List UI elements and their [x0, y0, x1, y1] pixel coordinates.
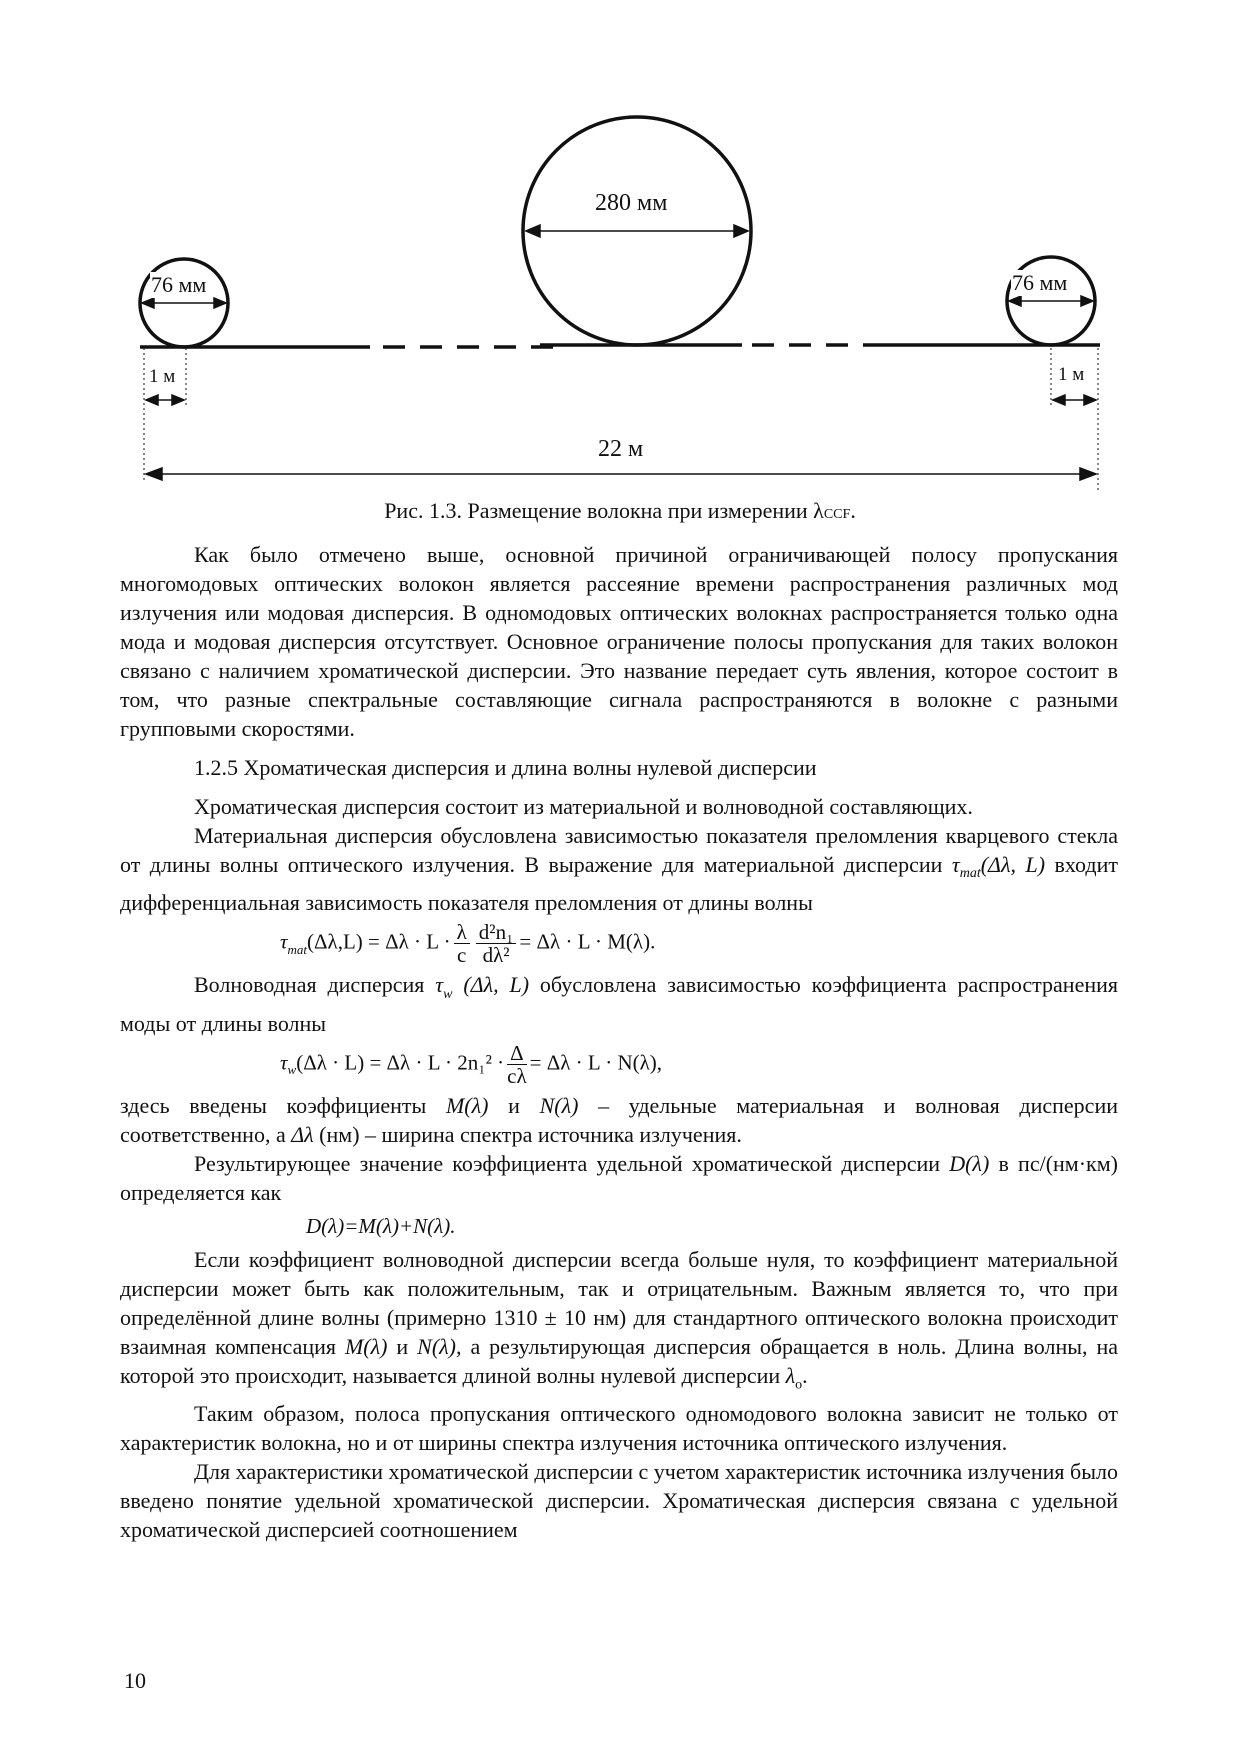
label-right-offset: 1 м: [1058, 364, 1085, 385]
p7-text-a: Если коэффициент волноводной дисперсии всегда больше нуля, то коэффициент материальной дисперсии может быть как положительным, так и отрицательным. Важным является то, что при определённой длине волны (примерно 1310 ± 10 нм) для стандартного оптического волокна происходит взаимная компенсация: [120, 1246, 1118, 1359]
eq2-frac: [507, 1042, 527, 1087]
fiber-placement-figure: [0, 0, 1240, 500]
p3-text-a: Материальная дисперсия обусловлена зависимостью показателя преломления кварцевого стекла от длины волны оптического излучения. В выражение для материальной дисперсии: [120, 823, 1118, 877]
eq1-frac2: [476, 921, 517, 966]
caption-text: Рис. 1.3. Размещение волокна при измерении λ: [384, 498, 824, 523]
paragraph-3: [120, 821, 1118, 917]
p7-lambda-sub: o: [795, 1377, 803, 1393]
section-heading: 1.2.5 Хроматическая дисперсия и длина волны нулевой дисперсии: [194, 755, 817, 780]
p5-text-b: – удельные материальная и волновая дисперсии соответственно, а: [120, 1092, 1118, 1147]
p3-text-b: входит дифференциальная зависимость показателя преломления от длины волны: [120, 852, 1118, 916]
p5-text-a: здесь введены коэффициенты: [120, 1092, 446, 1118]
p7-lambda: λ: [785, 1362, 796, 1388]
p6-text-a: Результирующее значение коэффициента удельной хроматической дисперсии: [194, 1150, 950, 1176]
p4-args: (Δλ, L): [452, 972, 530, 998]
eq2-args: (Δλ · L) = Δλ · L · 2n₁² ·: [296, 1050, 505, 1075]
paragraph-1: Как было отмечено выше, основной причиной ограничивающей полосу пропускания многомодовых оптических волокон является рассеяние времени распространения различных мод излучения или модовая дисперсия. В одномодовых оптических волокнах распространяется только одна мода и модовая дисперсия отсутствует. Основное ограничение полосы пропускания для таких волокон связано с наличием хроматической дисперсии. Это название передает суть явления, которое состоит в том, что разные спектральные составляющие сигнала распространяются в волокне с разными групповыми скоростями.: [120, 542, 1118, 741]
label-large: 280 мм: [595, 190, 668, 216]
paragraph-6: [120, 1149, 1118, 1207]
p5-m: M(λ): [445, 1092, 489, 1118]
caption-subscript: CCF: [823, 507, 851, 522]
label-small-right: 76 мм: [1012, 270, 1068, 295]
eq1-sub: mat: [287, 941, 308, 957]
p5-text-c: (нм) – ширина спектра источника излучения.: [313, 1121, 742, 1147]
p5-dl: Δλ: [291, 1121, 314, 1147]
p4-tau: τ: [435, 972, 444, 998]
p7-and: и: [387, 1333, 418, 1359]
eq2-frac-den: cλ: [507, 1063, 527, 1088]
eq1-tau: τ: [280, 929, 288, 954]
paragraph-7: [120, 1245, 1118, 1399]
p3-args: (Δλ, L): [980, 852, 1046, 877]
label-small-left: 76 мм: [151, 272, 207, 297]
paragraph-4: [120, 970, 1118, 1037]
p5-n: N(λ): [539, 1092, 579, 1118]
p6-d: D(λ): [949, 1150, 990, 1176]
fiber-diagram: [0, 0, 1240, 500]
eq1-rhs: = Δλ · L · M(λ).: [519, 929, 656, 954]
p6-text-b: в пс/(нм·км) определяется как: [120, 1150, 1118, 1205]
eq1-args: (Δλ,L) = Δλ · L ·: [307, 929, 451, 954]
eq1-frac2-num: d²n₁: [476, 921, 517, 944]
equation-waveguide: [280, 1042, 1118, 1087]
eq1-frac2-den: dλ²: [482, 943, 510, 968]
page-body: [120, 540, 1118, 1544]
p3-tau: τ: [951, 852, 960, 877]
label-total-length: 22 м: [598, 436, 644, 462]
p4-text-a: Волноводная дисперсия: [194, 972, 436, 998]
eq1-frac1-den: c: [457, 943, 467, 968]
equation-material: [280, 921, 1118, 966]
p7-m: M(λ): [344, 1333, 388, 1359]
label-left-offset: 1 м: [149, 366, 176, 387]
eq2-sub: w: [287, 1062, 297, 1078]
paragraph-8: Таким образом, полоса пропускания оптического одномодового волокна зависит не только от характеристик волокна, но и от ширины спектра излучения источника оптического излучения.: [120, 1401, 1118, 1456]
caption-end: .: [850, 498, 856, 523]
paragraph-2: Хроматическая дисперсия состоит из материальной и волноводной составляющих.: [194, 794, 973, 819]
equation-total: [306, 1211, 1118, 1241]
p7-text-b: а результирующая дисперсия обращается в ноль. Длина волны, на которой это происходит, называется длиной волны нулевой дисперсии: [120, 1333, 1118, 1388]
eq3-text: D(λ)=M(λ)+N(λ).: [306, 1213, 456, 1238]
eq2-rhs: = Δλ · L · N(λ),: [529, 1050, 663, 1075]
paragraph-5: [120, 1091, 1118, 1149]
figure-caption: [0, 498, 1240, 524]
eq1-frac1-num: λ: [454, 921, 470, 944]
p3-sub: mat: [959, 866, 981, 882]
p5-and: и: [488, 1092, 540, 1118]
eq2-frac-num: Δ: [507, 1042, 527, 1065]
page-number: 10: [124, 1668, 146, 1693]
p4-sub: w: [443, 986, 453, 1002]
p7-n: N(λ),: [417, 1333, 462, 1359]
paragraph-9: Для характеристики хроматической дисперсии с учетом характеристик источника излучения было введено понятие удельной хроматической дисперсии. Хроматическая дисперсия связана с удельной хроматической дисперсией соотношением: [120, 1459, 1118, 1543]
eq1-frac1: [454, 921, 470, 966]
p7-end: .: [802, 1362, 808, 1388]
p4-text-b: обусловлена зависимостью коэффициента распространения моды от длины волны: [120, 972, 1118, 1036]
eq2-tau: τ: [280, 1050, 288, 1075]
